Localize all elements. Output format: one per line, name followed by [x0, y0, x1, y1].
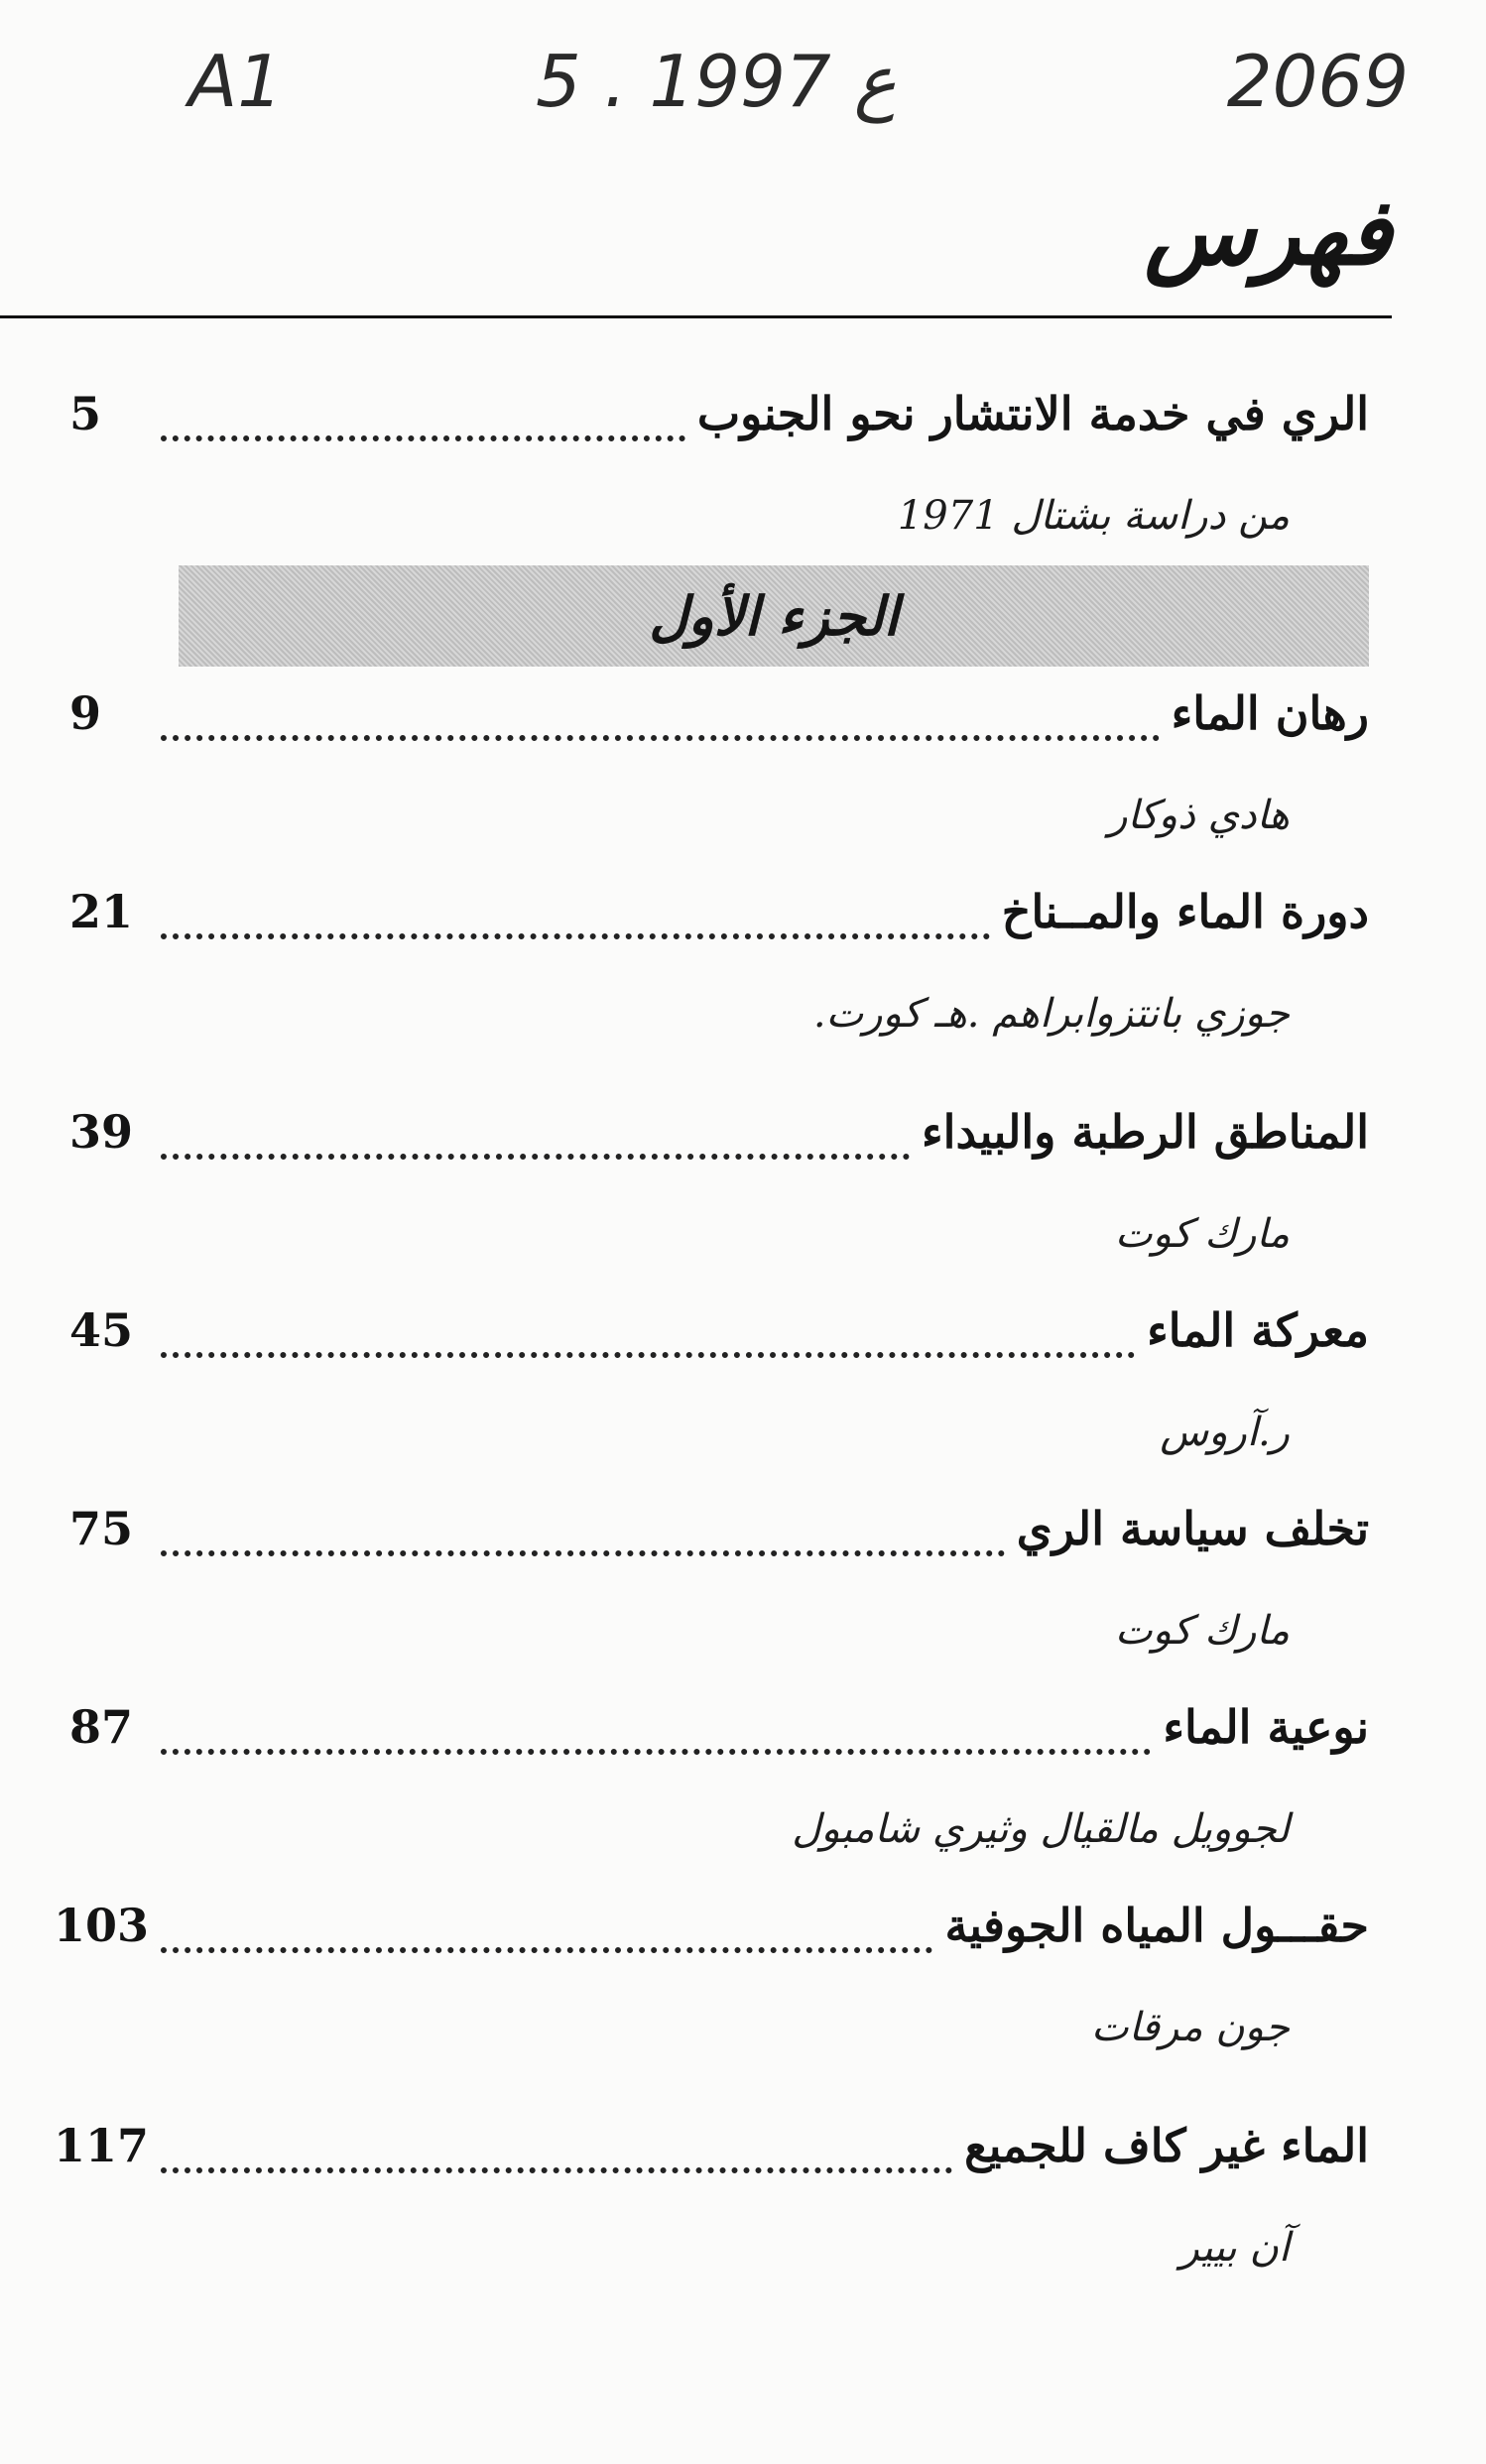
- toc-entry-line: [69, 885, 1369, 974]
- toc-entry-line: [69, 1502, 1369, 1591]
- toc-entry-title: الري في خدمة الانتشار نحو الجنوب: [696, 387, 1369, 440]
- handwritten-date: 5 . ع 1997: [536, 40, 897, 123]
- toc-entry-page: 5: [69, 387, 102, 440]
- toc-entry-author: مارك كوت: [1115, 1211, 1290, 1257]
- table-of-contents: [53, 387, 1369, 2287]
- dot-leader: [161, 1537, 1005, 1556]
- toc-entry: [69, 885, 1369, 1053]
- toc-entry-intro: [69, 387, 1369, 555]
- toc-entry-title: المناطق الرطبة والبيداء: [922, 1105, 1369, 1159]
- dot-leader: [161, 1933, 932, 1953]
- toc-entry: [69, 1105, 1369, 1274]
- toc-entry-line: [69, 1700, 1369, 1789]
- toc-entry-title: معركة الماء: [1147, 1303, 1369, 1357]
- toc-entry-author: ر.آروس: [1160, 1410, 1290, 1455]
- toc-entry-author: جوزي بانتزوابراهم .هـ كورت.: [812, 991, 1290, 1037]
- dot-leader: [161, 422, 685, 441]
- part-banner: الجزء الأول: [179, 565, 1369, 667]
- toc-entry-line: [53, 1899, 1369, 1988]
- toc-entry-title: حقـــول المياه الجوفية: [944, 1899, 1369, 1952]
- toc-entry-line: [53, 2119, 1369, 2208]
- dot-leader: [161, 920, 990, 939]
- toc-entry-page: 45: [69, 1303, 134, 1357]
- toc-entry-title: رهان الماء: [1171, 686, 1369, 740]
- toc-entry-page: 39: [69, 1105, 134, 1159]
- dot-leader: [161, 2154, 952, 2173]
- toc-entry-author: جون مرقات: [1091, 2005, 1290, 2050]
- toc-entry-line: [69, 686, 1369, 776]
- toc-entry: [53, 2119, 1369, 2287]
- toc-entry-author: آن بيير: [1179, 2225, 1290, 2271]
- dot-leader: [161, 1735, 1151, 1755]
- toc-entry: [69, 1700, 1369, 1869]
- toc-entry-line: [69, 387, 1369, 476]
- toc-entry-line: [69, 1105, 1369, 1194]
- toc-entry-title: دورة الماء والمــناخ: [1001, 885, 1369, 938]
- dot-leader: [161, 1140, 910, 1160]
- toc-entry-author: لجوويل مالقيال وثيري شامبول: [792, 1806, 1290, 1852]
- toc-entry-page: 103: [53, 1899, 149, 1952]
- handwritten-code: A1: [188, 40, 284, 123]
- dot-leader: [161, 1338, 1135, 1358]
- toc-entry-page: 9: [69, 686, 102, 740]
- toc-entry-line: [69, 1303, 1369, 1393]
- toc-entry-title: نوعية الماء: [1163, 1700, 1369, 1754]
- toc-entry-author: هادي ذوكار: [1108, 793, 1290, 838]
- toc-entry-page: 117: [53, 2119, 149, 2172]
- toc-entry-page: 21: [69, 885, 134, 938]
- toc-entry-author: مارك كوت: [1115, 1608, 1290, 1654]
- toc-entry: [69, 1303, 1369, 1472]
- toc-entry: [53, 1899, 1369, 2067]
- toc-entry-page: 87: [69, 1700, 134, 1754]
- page-title: فهرس: [1144, 179, 1392, 286]
- handwritten-number: 2069: [1226, 40, 1409, 123]
- dot-leader: [161, 721, 1160, 741]
- heading-divider: [0, 315, 1392, 318]
- toc-entry-author: من دراسة بشتال 1971: [897, 493, 1290, 539]
- toc-entry-title: الماء غير كاف للجميع: [964, 2119, 1369, 2172]
- toc-entry-title: تخلف سياسة الري: [1016, 1502, 1369, 1555]
- toc-entry: [69, 686, 1369, 855]
- toc-entry: [69, 1502, 1369, 1670]
- toc-entry-page: 75: [69, 1502, 134, 1555]
